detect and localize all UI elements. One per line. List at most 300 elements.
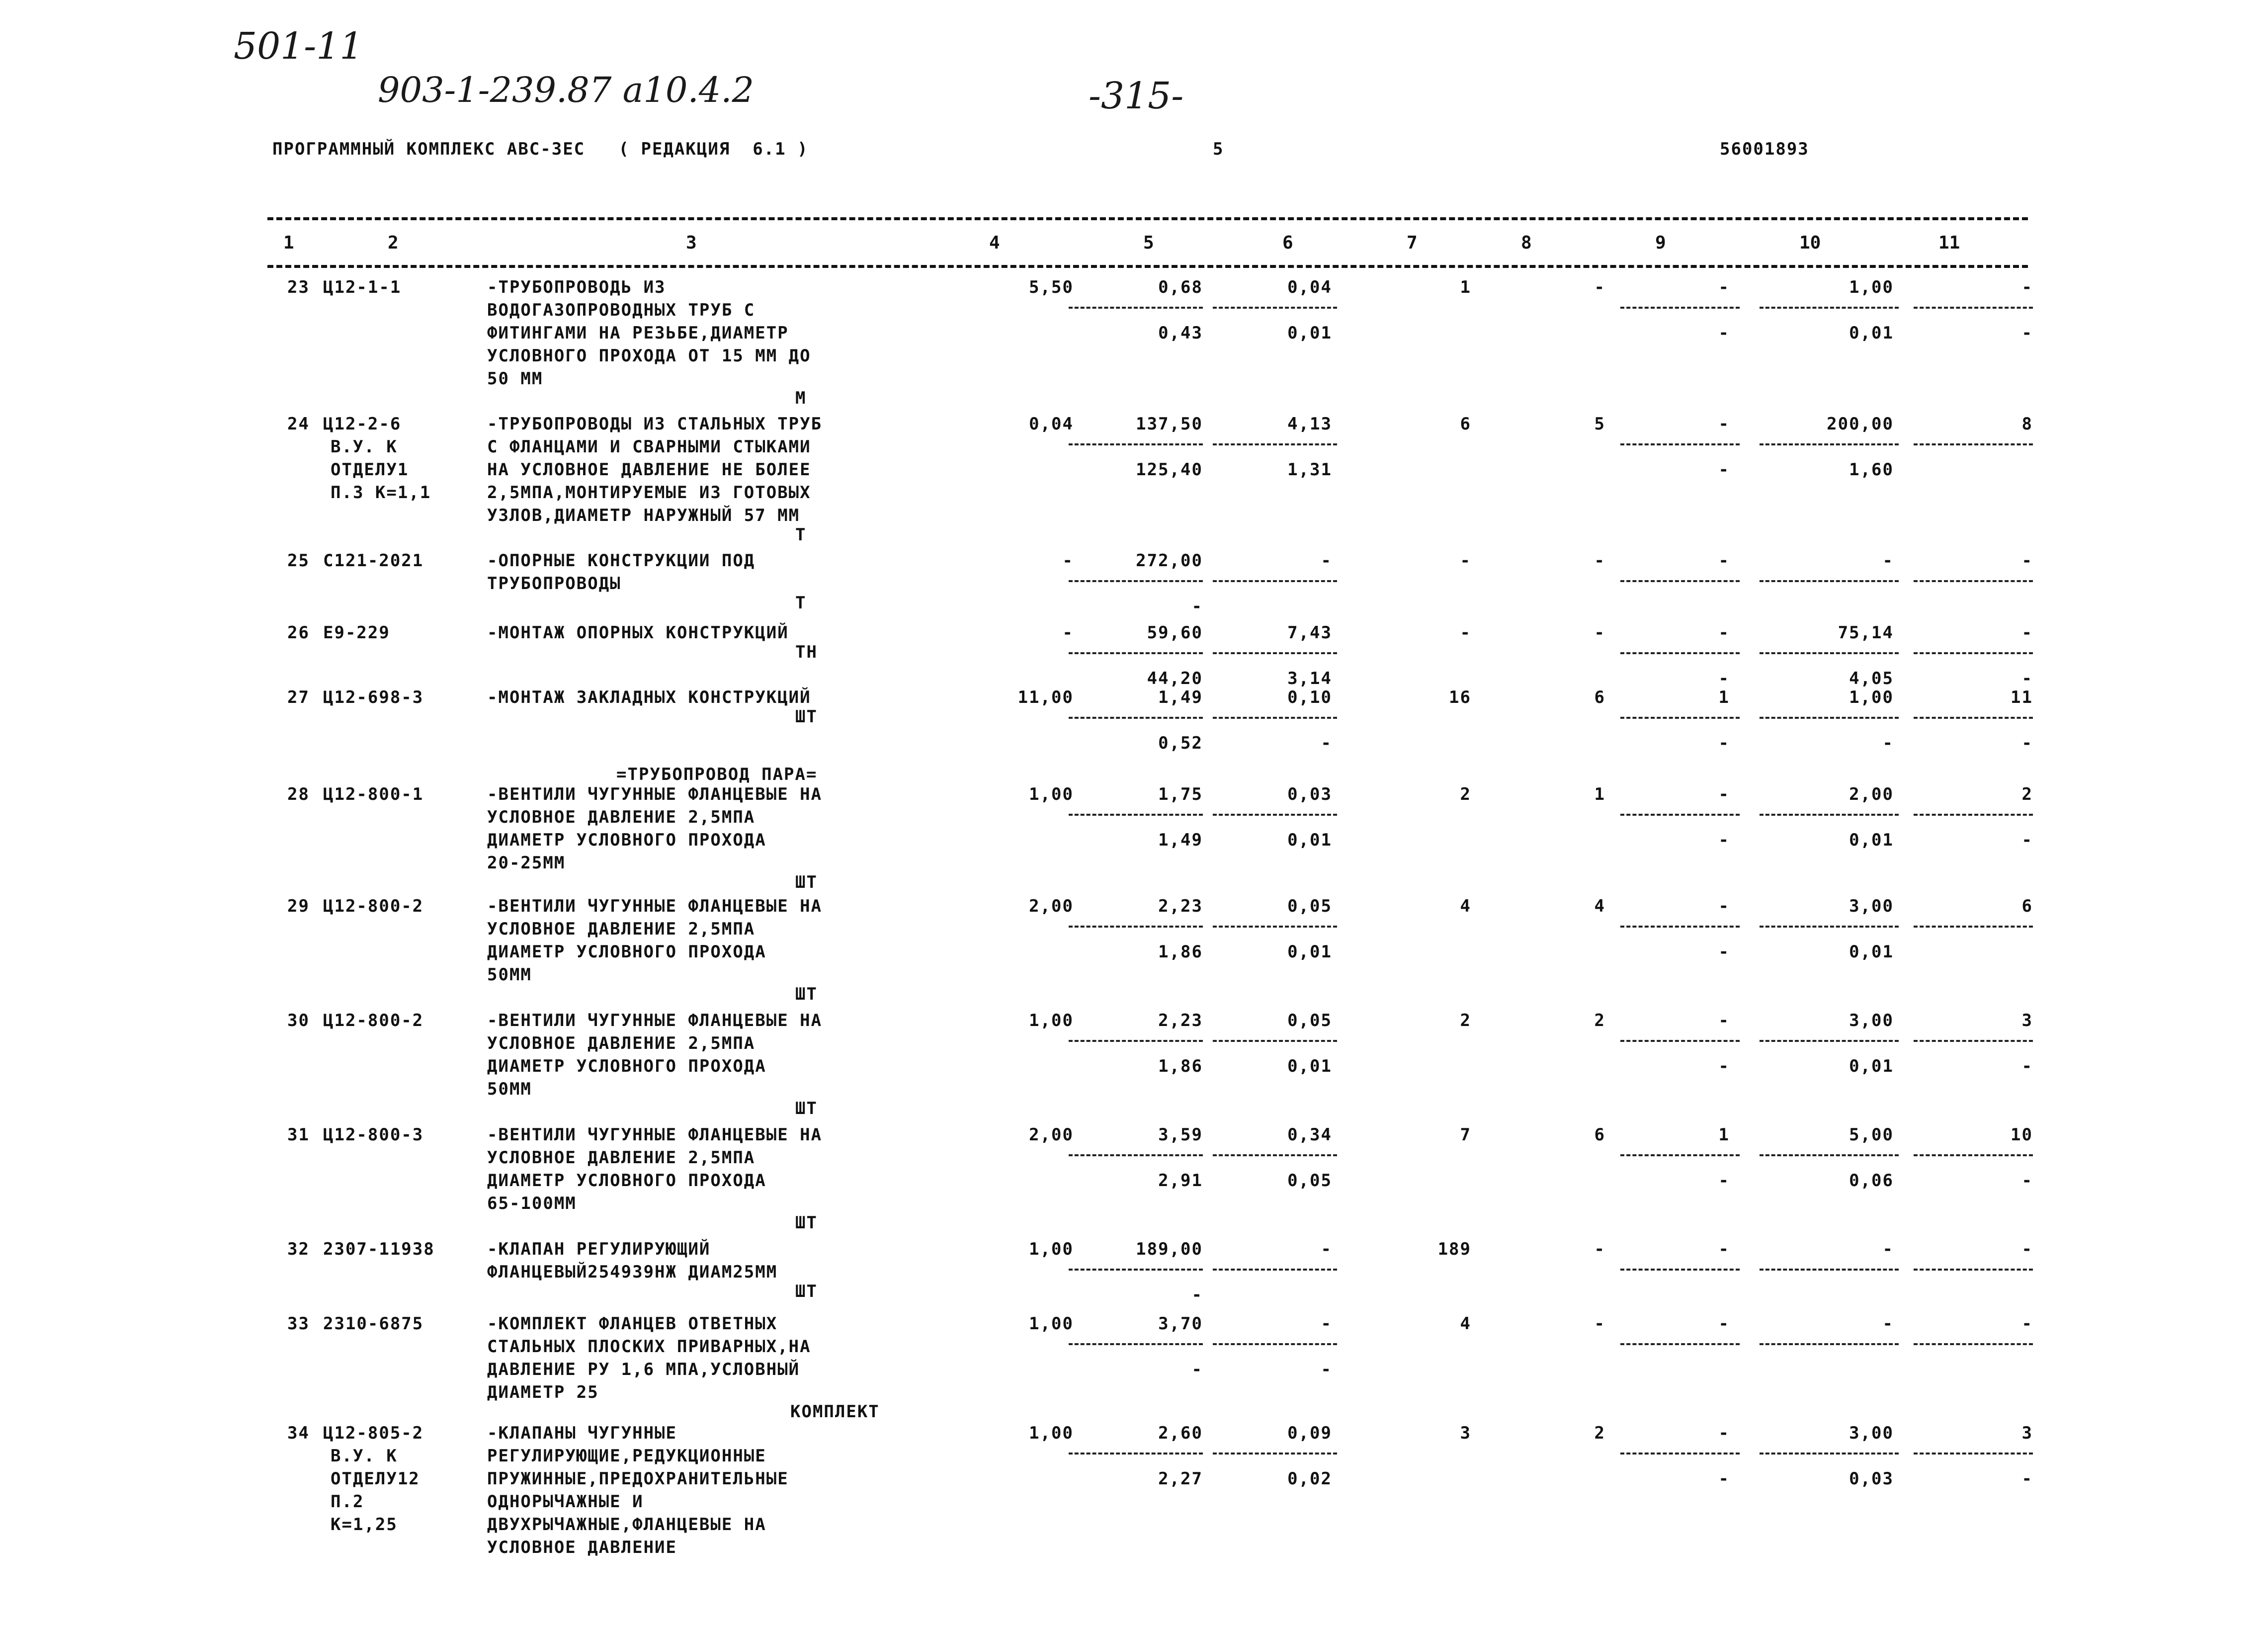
col8-value: 2 <box>1594 1011 1605 1030</box>
col5-cost-wages: 0,52 <box>1158 733 1203 753</box>
row-number: 31 <box>287 1125 310 1145</box>
work-description: -КЛАПАНЫ ЧУГУННЫЕ <box>487 1423 677 1443</box>
norm-code: П.3 К=1,1 <box>331 483 431 503</box>
col5-cost-total: 3,59 <box>1158 1125 1203 1145</box>
col9-value: - <box>1718 551 1730 571</box>
printout-page: 5 <box>1213 139 1224 159</box>
value-separator <box>1914 1040 2033 1042</box>
work-description: УСЛОВНОЕ ДАВЛЕНИЕ 2,5МПА <box>487 807 756 827</box>
column-header-9: 9 <box>1655 233 1666 253</box>
col4-quantity: 5,50 <box>1029 277 1074 297</box>
col6-value: - <box>1321 551 1332 571</box>
col9-value: 1 <box>1718 1125 1730 1145</box>
col10-value-2: 0,01 <box>1849 323 1894 343</box>
norm-code: Ц12-805-2 <box>323 1423 424 1443</box>
col9-value-2: - <box>1718 942 1730 962</box>
row-number: 24 <box>287 414 310 434</box>
col6-value-2: 0,01 <box>1287 830 1332 850</box>
col5-cost-wages: - <box>1191 597 1203 616</box>
col10-value-2: 0,01 <box>1849 830 1894 850</box>
work-description: 50ММ <box>487 965 532 985</box>
work-description: ФИТИНГАМИ НА РЕЗЬБЕ,ДИАМЕТР <box>487 323 789 343</box>
unit-of-measure: КОМПЛЕКТ <box>790 1402 880 1422</box>
col8-value: 6 <box>1594 687 1605 707</box>
col10-value: 5,00 <box>1849 1125 1894 1145</box>
value-separator <box>1914 1269 2033 1271</box>
col10-value: 2,00 <box>1849 784 1894 804</box>
value-separator <box>1069 1154 1203 1156</box>
col10-value-2: 4,05 <box>1849 669 1894 688</box>
value-separator <box>1914 1154 2033 1156</box>
col6-value: 0,05 <box>1287 896 1332 916</box>
col5-cost-total: 59,60 <box>1147 623 1203 643</box>
col7-value: 4 <box>1460 1314 1471 1334</box>
col7-value: 1 <box>1460 277 1471 297</box>
work-description: -ВЕНТИЛИ ЧУГУННЫЕ ФЛАНЦЕВЫЕ НА <box>487 1011 823 1030</box>
value-separator <box>1620 926 1740 928</box>
col5-cost-wages: 1,86 <box>1158 942 1203 962</box>
col9-value: - <box>1718 623 1730 643</box>
col9-value: - <box>1718 277 1730 297</box>
col6-value-2: 0,01 <box>1287 323 1332 343</box>
row-number: 29 <box>287 896 310 916</box>
value-separator <box>1760 1154 1899 1156</box>
col8-value: - <box>1594 1314 1605 1334</box>
col6-value-2: - <box>1321 733 1332 753</box>
col10-value: 75,14 <box>1838 623 1894 643</box>
col10-value-2: 0,01 <box>1849 942 1894 962</box>
col6-value: 0,09 <box>1287 1423 1332 1443</box>
value-separator <box>1069 1040 1203 1042</box>
value-separator <box>1620 814 1740 816</box>
work-description: УСЛОВНОЕ ДАВЛЕНИЕ 2,5МПА <box>487 1033 756 1053</box>
col10-value-2: - <box>1882 733 1894 753</box>
norm-code: Е9-229 <box>323 623 390 643</box>
col8-value: - <box>1594 277 1605 297</box>
col4-quantity: 1,00 <box>1029 784 1074 804</box>
value-separator <box>1760 1453 1899 1455</box>
col4-quantity: - <box>1062 623 1074 643</box>
norm-code: ОТДЕЛУ1 <box>331 460 409 480</box>
col11-value-2: - <box>2021 733 2033 753</box>
col9-value: - <box>1718 1011 1730 1030</box>
col11-value-2: - <box>2021 1171 2033 1191</box>
col8-value: 4 <box>1594 896 1605 916</box>
col5-cost-wages: 0,43 <box>1158 323 1203 343</box>
col5-cost-total: 272,00 <box>1136 551 1203 571</box>
col7-value: 4 <box>1460 896 1471 916</box>
col11-value: 3 <box>2021 1011 2033 1030</box>
col5-cost-wages: - <box>1191 1285 1203 1305</box>
col10-value: - <box>1882 1239 1894 1259</box>
col10-value: 1,00 <box>1849 687 1894 707</box>
handwritten-project-code: 903-1-239.87 a10.4.2 <box>378 70 755 110</box>
work-description: С ФЛАНЦАМИ И СВАРНЫМИ СТЫКАМИ <box>487 437 811 457</box>
col5-cost-total: 1,75 <box>1158 784 1203 804</box>
row-number: 25 <box>287 551 310 571</box>
col6-value: - <box>1321 1314 1332 1334</box>
col11-value: - <box>2021 623 2033 643</box>
col4-quantity: 2,00 <box>1029 896 1074 916</box>
col11-value-2: - <box>2021 830 2033 850</box>
norm-code: Ц12-800-2 <box>323 1011 424 1030</box>
norm-code: Ц12-1-1 <box>323 277 402 297</box>
work-description: 2,5МПА,МОНТИРУЕМЫЕ ИЗ ГОТОВЫХ <box>487 483 811 503</box>
col6-value-2: 1,31 <box>1287 460 1332 480</box>
value-separator <box>1620 307 1740 309</box>
value-separator <box>1069 926 1203 928</box>
col4-quantity: 2,00 <box>1029 1125 1074 1145</box>
unit-of-measure: ШТ <box>795 1282 818 1301</box>
value-separator <box>1069 307 1203 309</box>
work-description: ДИАМЕТР УСЛОВНОГО ПРОХОДА <box>487 1171 766 1191</box>
value-separator <box>1760 307 1899 309</box>
col6-value-2: 0,02 <box>1287 1469 1332 1489</box>
work-description: ДВУХРЫЧАЖНЫЕ,ФЛАНЦЕВЫЕ НА <box>487 1515 766 1535</box>
col7-value: 16 <box>1449 687 1471 707</box>
norm-code: 2310-6875 <box>323 1314 424 1334</box>
work-description: УСЛОВНОЕ ДАВЛЕНИЕ <box>487 1538 677 1557</box>
work-description: ДИАМЕТР УСЛОВНОГО ПРОХОДА <box>487 830 766 850</box>
row-number: 23 <box>287 277 310 297</box>
col7-value: 189 <box>1437 1239 1471 1259</box>
col8-value: 2 <box>1594 1423 1605 1443</box>
norm-code: 2307-11938 <box>323 1239 435 1259</box>
col10-value-2: 1,60 <box>1849 460 1894 480</box>
unit-of-measure: М <box>795 388 807 408</box>
col9-value: - <box>1718 1423 1730 1443</box>
col11-value: - <box>2021 551 2033 571</box>
col10-value: - <box>1882 551 1894 571</box>
value-separator <box>1760 1040 1899 1042</box>
work-description: 65-100ММ <box>487 1194 577 1213</box>
col5-cost-total: 2,23 <box>1158 1011 1203 1030</box>
col4-quantity: 1,00 <box>1029 1314 1074 1334</box>
col11-value: 2 <box>2021 784 2033 804</box>
value-separator <box>1914 307 2033 309</box>
col10-value: - <box>1882 1314 1894 1334</box>
value-separator <box>1069 580 1203 582</box>
column-header-3: 3 <box>686 233 697 253</box>
work-description: -ВЕНТИЛИ ЧУГУННЫЕ ФЛАНЦЕВЫЕ НА <box>487 1125 823 1145</box>
col9-value: - <box>1718 896 1730 916</box>
work-description: -МОНТАЖ ЗАКЛАДНЫХ КОНСТРУКЦИЙ <box>487 687 811 707</box>
col11-value: - <box>2021 277 2033 297</box>
value-separator <box>1914 926 2033 928</box>
value-separator <box>1069 717 1203 719</box>
col8-value: 5 <box>1594 414 1605 434</box>
col11-value-2: - <box>2021 323 2033 343</box>
value-separator <box>1213 652 1337 654</box>
unit-of-measure: ШТ <box>795 1099 818 1118</box>
column-header-4: 4 <box>989 233 1000 253</box>
work-description: ФЛАНЦЕВЫЙ254939НЖ ДИАМ25ММ <box>487 1262 778 1282</box>
work-description: -ВЕНТИЛИ ЧУГУННЫЕ ФЛАНЦЕВЫЕ НА <box>487 784 823 804</box>
col7-value: 2 <box>1460 784 1471 804</box>
norm-code: В.У. К <box>331 1446 398 1466</box>
col6-value: 0,03 <box>1287 784 1332 804</box>
col5-cost-total: 2,23 <box>1158 896 1203 916</box>
work-description: НА УСЛОВНОЕ ДАВЛЕНИЕ НЕ БОЛЕЕ <box>487 460 811 480</box>
col4-quantity: 1,00 <box>1029 1239 1074 1259</box>
col5-cost-total: 0,68 <box>1158 277 1203 297</box>
work-description: -КОМПЛЕКТ ФЛАНЦЕВ ОТВЕТНЫХ <box>487 1314 778 1334</box>
col11-value: 8 <box>2021 414 2033 434</box>
col9-value-2: - <box>1718 460 1730 480</box>
value-separator <box>1914 1343 2033 1345</box>
value-separator <box>1760 580 1899 582</box>
col5-cost-total: 1,49 <box>1158 687 1203 707</box>
work-description: УСЛОВНОЕ ДАВЛЕНИЕ 2,5МПА <box>487 919 756 939</box>
value-separator <box>1620 1154 1740 1156</box>
col5-cost-wages: - <box>1191 1360 1203 1379</box>
column-header-10: 10 <box>1799 233 1821 253</box>
work-description: -ОПОРНЫЕ КОНСТРУКЦИИ ПОД <box>487 551 756 571</box>
handwritten-page-number: -315- <box>1089 75 1184 117</box>
work-description: ДИАМЕТР УСЛОВНОГО ПРОХОДА <box>487 1056 766 1076</box>
col4-quantity: 1,00 <box>1029 1423 1074 1443</box>
value-separator <box>1620 717 1740 719</box>
row-number: 26 <box>287 623 310 643</box>
unit-of-measure: Т <box>795 593 807 613</box>
col7-value: 7 <box>1460 1125 1471 1145</box>
work-description: 50ММ <box>487 1079 532 1099</box>
work-description: ТРУБОПРОВОДЫ <box>487 574 621 594</box>
norm-code: В.У. К <box>331 437 398 457</box>
col5-cost-wages: 2,91 <box>1158 1171 1203 1191</box>
col10-value: 1,00 <box>1849 277 1894 297</box>
value-separator <box>1213 1040 1337 1042</box>
value-separator <box>1914 580 2033 582</box>
value-separator <box>1914 717 2033 719</box>
col6-value-2: 0,01 <box>1287 942 1332 962</box>
value-separator <box>1069 1453 1203 1455</box>
col11-value: 6 <box>2021 896 2033 916</box>
value-separator <box>1914 814 2033 816</box>
value-separator <box>1620 1269 1740 1271</box>
col5-cost-wages: 44,20 <box>1147 669 1203 688</box>
work-description: УСЛОВНОГО ПРОХОДА ОТ 15 ММ ДО <box>487 346 811 366</box>
norm-code: П.2 <box>331 1492 364 1512</box>
col10-value: 3,00 <box>1849 1011 1894 1030</box>
value-separator <box>1213 1343 1337 1345</box>
column-header-7: 7 <box>1407 233 1418 253</box>
value-separator <box>1069 1269 1203 1271</box>
col10-value-2: 0,03 <box>1849 1469 1894 1489</box>
unit-of-measure: ШТ <box>795 1213 818 1233</box>
col8-value: 6 <box>1594 1125 1605 1145</box>
value-separator <box>1213 580 1337 582</box>
col9-value: - <box>1718 1314 1730 1334</box>
unit-of-measure: ШТ <box>795 872 818 892</box>
col6-value: 0,04 <box>1287 277 1332 297</box>
col8-value: - <box>1594 623 1605 643</box>
job-code: 56001893 <box>1720 139 1809 159</box>
col6-value-2: 3,14 <box>1287 669 1332 688</box>
value-separator <box>1069 443 1203 445</box>
value-separator <box>1620 443 1740 445</box>
work-description: УЗЛОВ,ДИАМЕТР НАРУЖНЫЙ 57 ММ <box>487 506 800 525</box>
col8-value: 1 <box>1594 784 1605 804</box>
unit-of-measure: ШТ <box>795 707 818 727</box>
col6-value-2: - <box>1321 1360 1332 1379</box>
col9-value-2: - <box>1718 733 1730 753</box>
program-title: ПРОГРАММНЫЙ КОМПЛЕКС АВС-3ЕС ( РЕДАКЦИЯ 6.1 ) <box>272 139 809 159</box>
work-description: 50 ММ <box>487 369 543 389</box>
row-number: 27 <box>287 687 310 707</box>
col5-cost-total: 137,50 <box>1136 414 1203 434</box>
value-separator <box>1760 1343 1899 1345</box>
header-rule-bottom <box>267 265 2028 268</box>
col4-quantity: 1,00 <box>1029 1011 1074 1030</box>
value-separator <box>1069 814 1203 816</box>
value-separator <box>1213 443 1337 445</box>
col7-value: - <box>1460 551 1471 571</box>
work-description: -КЛАПАН РЕГУЛИРУЮЩИЙ <box>487 1239 711 1259</box>
norm-code: Ц12-800-3 <box>323 1125 424 1145</box>
value-separator <box>1760 652 1899 654</box>
row-number: 28 <box>287 784 310 804</box>
col11-value: 10 <box>2011 1125 2033 1145</box>
col7-value: 6 <box>1460 414 1471 434</box>
col7-value: 3 <box>1460 1423 1471 1443</box>
col6-value-2: 0,05 <box>1287 1171 1332 1191</box>
handwritten-stamp: 501-11 <box>234 25 363 68</box>
col9-value-2: - <box>1718 830 1730 850</box>
row-number: 34 <box>287 1423 310 1443</box>
row-number: 33 <box>287 1314 310 1334</box>
value-separator <box>1760 814 1899 816</box>
col6-value: 7,43 <box>1287 623 1332 643</box>
col4-quantity: 0,04 <box>1029 414 1074 434</box>
col10-value: 200,00 <box>1827 414 1894 434</box>
column-header-8: 8 <box>1521 233 1532 253</box>
unit-of-measure: ШТ <box>795 984 818 1004</box>
col9-value-2: - <box>1718 323 1730 343</box>
unit-of-measure: ТН <box>795 642 818 662</box>
col5-cost-wages: 2,27 <box>1158 1469 1203 1489</box>
work-description: ДАВЛЕНИЕ РУ 1,6 МПА,УСЛОВНЫЙ <box>487 1360 800 1379</box>
row-number: 32 <box>287 1239 310 1259</box>
col11-value: 3 <box>2021 1423 2033 1443</box>
value-separator <box>1620 1040 1740 1042</box>
value-separator <box>1213 1154 1337 1156</box>
col11-value-2: - <box>2021 1469 2033 1489</box>
col10-value: 3,00 <box>1849 1423 1894 1443</box>
work-description: -МОНТАЖ ОПОРНЫХ КОНСТРУКЦИЙ <box>487 623 789 643</box>
norm-code: С121-2021 <box>323 551 424 571</box>
value-separator <box>1620 652 1740 654</box>
norm-code: К=1,25 <box>331 1515 398 1535</box>
col6-value: - <box>1321 1239 1332 1259</box>
value-separator <box>1760 926 1899 928</box>
column-header-5: 5 <box>1143 233 1154 253</box>
value-separator <box>1914 443 2033 445</box>
work-description: ОДНОРЫЧАЖНЫЕ И <box>487 1492 644 1512</box>
value-separator <box>1213 1453 1337 1455</box>
norm-code: ОТДЕЛУ12 <box>331 1469 420 1489</box>
value-separator <box>1213 814 1337 816</box>
value-separator <box>1213 1269 1337 1271</box>
col9-value: - <box>1718 784 1730 804</box>
norm-code: Ц12-698-3 <box>323 687 424 707</box>
col10-value-2: 0,06 <box>1849 1171 1894 1191</box>
work-description: ДИАМЕТР УСЛОВНОГО ПРОХОДА <box>487 942 766 962</box>
col6-value-2: 0,01 <box>1287 1056 1332 1076</box>
section-heading-steam: =ТРУБОПРОВОД ПАРА= <box>616 765 818 784</box>
value-separator <box>1213 717 1337 719</box>
value-separator <box>1620 1343 1740 1345</box>
col9-value: - <box>1718 1239 1730 1259</box>
row-number: 30 <box>287 1011 310 1030</box>
value-separator <box>1213 307 1337 309</box>
value-separator <box>1069 652 1203 654</box>
col8-value: - <box>1594 551 1605 571</box>
value-separator <box>1760 443 1899 445</box>
col5-cost-wages: 1,49 <box>1158 830 1203 850</box>
col9-value: - <box>1718 414 1730 434</box>
col9-value-2: - <box>1718 1171 1730 1191</box>
col9-value: 1 <box>1718 687 1730 707</box>
col7-value: - <box>1460 623 1471 643</box>
value-separator <box>1914 652 2033 654</box>
col8-value: - <box>1594 1239 1605 1259</box>
norm-code: Ц12-800-2 <box>323 896 424 916</box>
col9-value-2: - <box>1718 1469 1730 1489</box>
value-separator <box>1069 1343 1203 1345</box>
work-description: ДИАМЕТР 25 <box>487 1382 599 1402</box>
col11-value-2: - <box>2021 669 2033 688</box>
work-description: -ТРУБОПРОВОДЬ ИЗ <box>487 277 666 297</box>
col10-value-2: 0,01 <box>1849 1056 1894 1076</box>
col7-value: 2 <box>1460 1011 1471 1030</box>
col4-quantity: - <box>1062 551 1074 571</box>
work-description: УСЛОВНОЕ ДАВЛЕНИЕ 2,5МПА <box>487 1148 756 1168</box>
work-description: 20-25ММ <box>487 853 566 873</box>
unit-of-measure: Т <box>795 525 807 545</box>
norm-code: Ц12-2-6 <box>323 414 402 434</box>
col6-value: 0,34 <box>1287 1125 1332 1145</box>
col5-cost-total: 3,70 <box>1158 1314 1203 1334</box>
value-separator <box>1760 1269 1899 1271</box>
column-header-6: 6 <box>1282 233 1293 253</box>
value-separator <box>1760 717 1899 719</box>
col11-value-2: - <box>2021 1056 2033 1076</box>
column-header-1: 1 <box>283 233 294 253</box>
header-rule-top <box>267 217 2028 220</box>
col6-value: 0,05 <box>1287 1011 1332 1030</box>
value-separator <box>1213 926 1337 928</box>
col6-value: 4,13 <box>1287 414 1332 434</box>
work-description: -ВЕНТИЛИ ЧУГУННЫЕ ФЛАНЦЕВЫЕ НА <box>487 896 823 916</box>
col10-value: 3,00 <box>1849 896 1894 916</box>
col11-value: - <box>2021 1314 2033 1334</box>
col6-value: 0,10 <box>1287 687 1332 707</box>
norm-code: Ц12-800-1 <box>323 784 424 804</box>
column-header-11: 11 <box>1938 233 1960 253</box>
work-description: ПРУЖИННЫЕ,ПРЕДОХРАНИТЕЛЬНЫЕ <box>487 1469 789 1489</box>
work-description: -ТРУБОПРОВОДЫ ИЗ СТАЛЬНЫХ ТРУБ <box>487 414 823 434</box>
column-header-2: 2 <box>388 233 399 253</box>
col5-cost-wages: 125,40 <box>1136 460 1203 480</box>
col4-quantity: 11,00 <box>1017 687 1074 707</box>
work-description: СТАЛЬНЫХ ПЛОСКИХ ПРИВАРНЫХ,НА <box>487 1337 811 1357</box>
work-description: ВОДОГАЗОПРОВОДНЫХ ТРУБ С <box>487 300 756 320</box>
col11-value: - <box>2021 1239 2033 1259</box>
value-separator <box>1914 1453 2033 1455</box>
col5-cost-total: 2,60 <box>1158 1423 1203 1443</box>
col5-cost-wages: 1,86 <box>1158 1056 1203 1076</box>
